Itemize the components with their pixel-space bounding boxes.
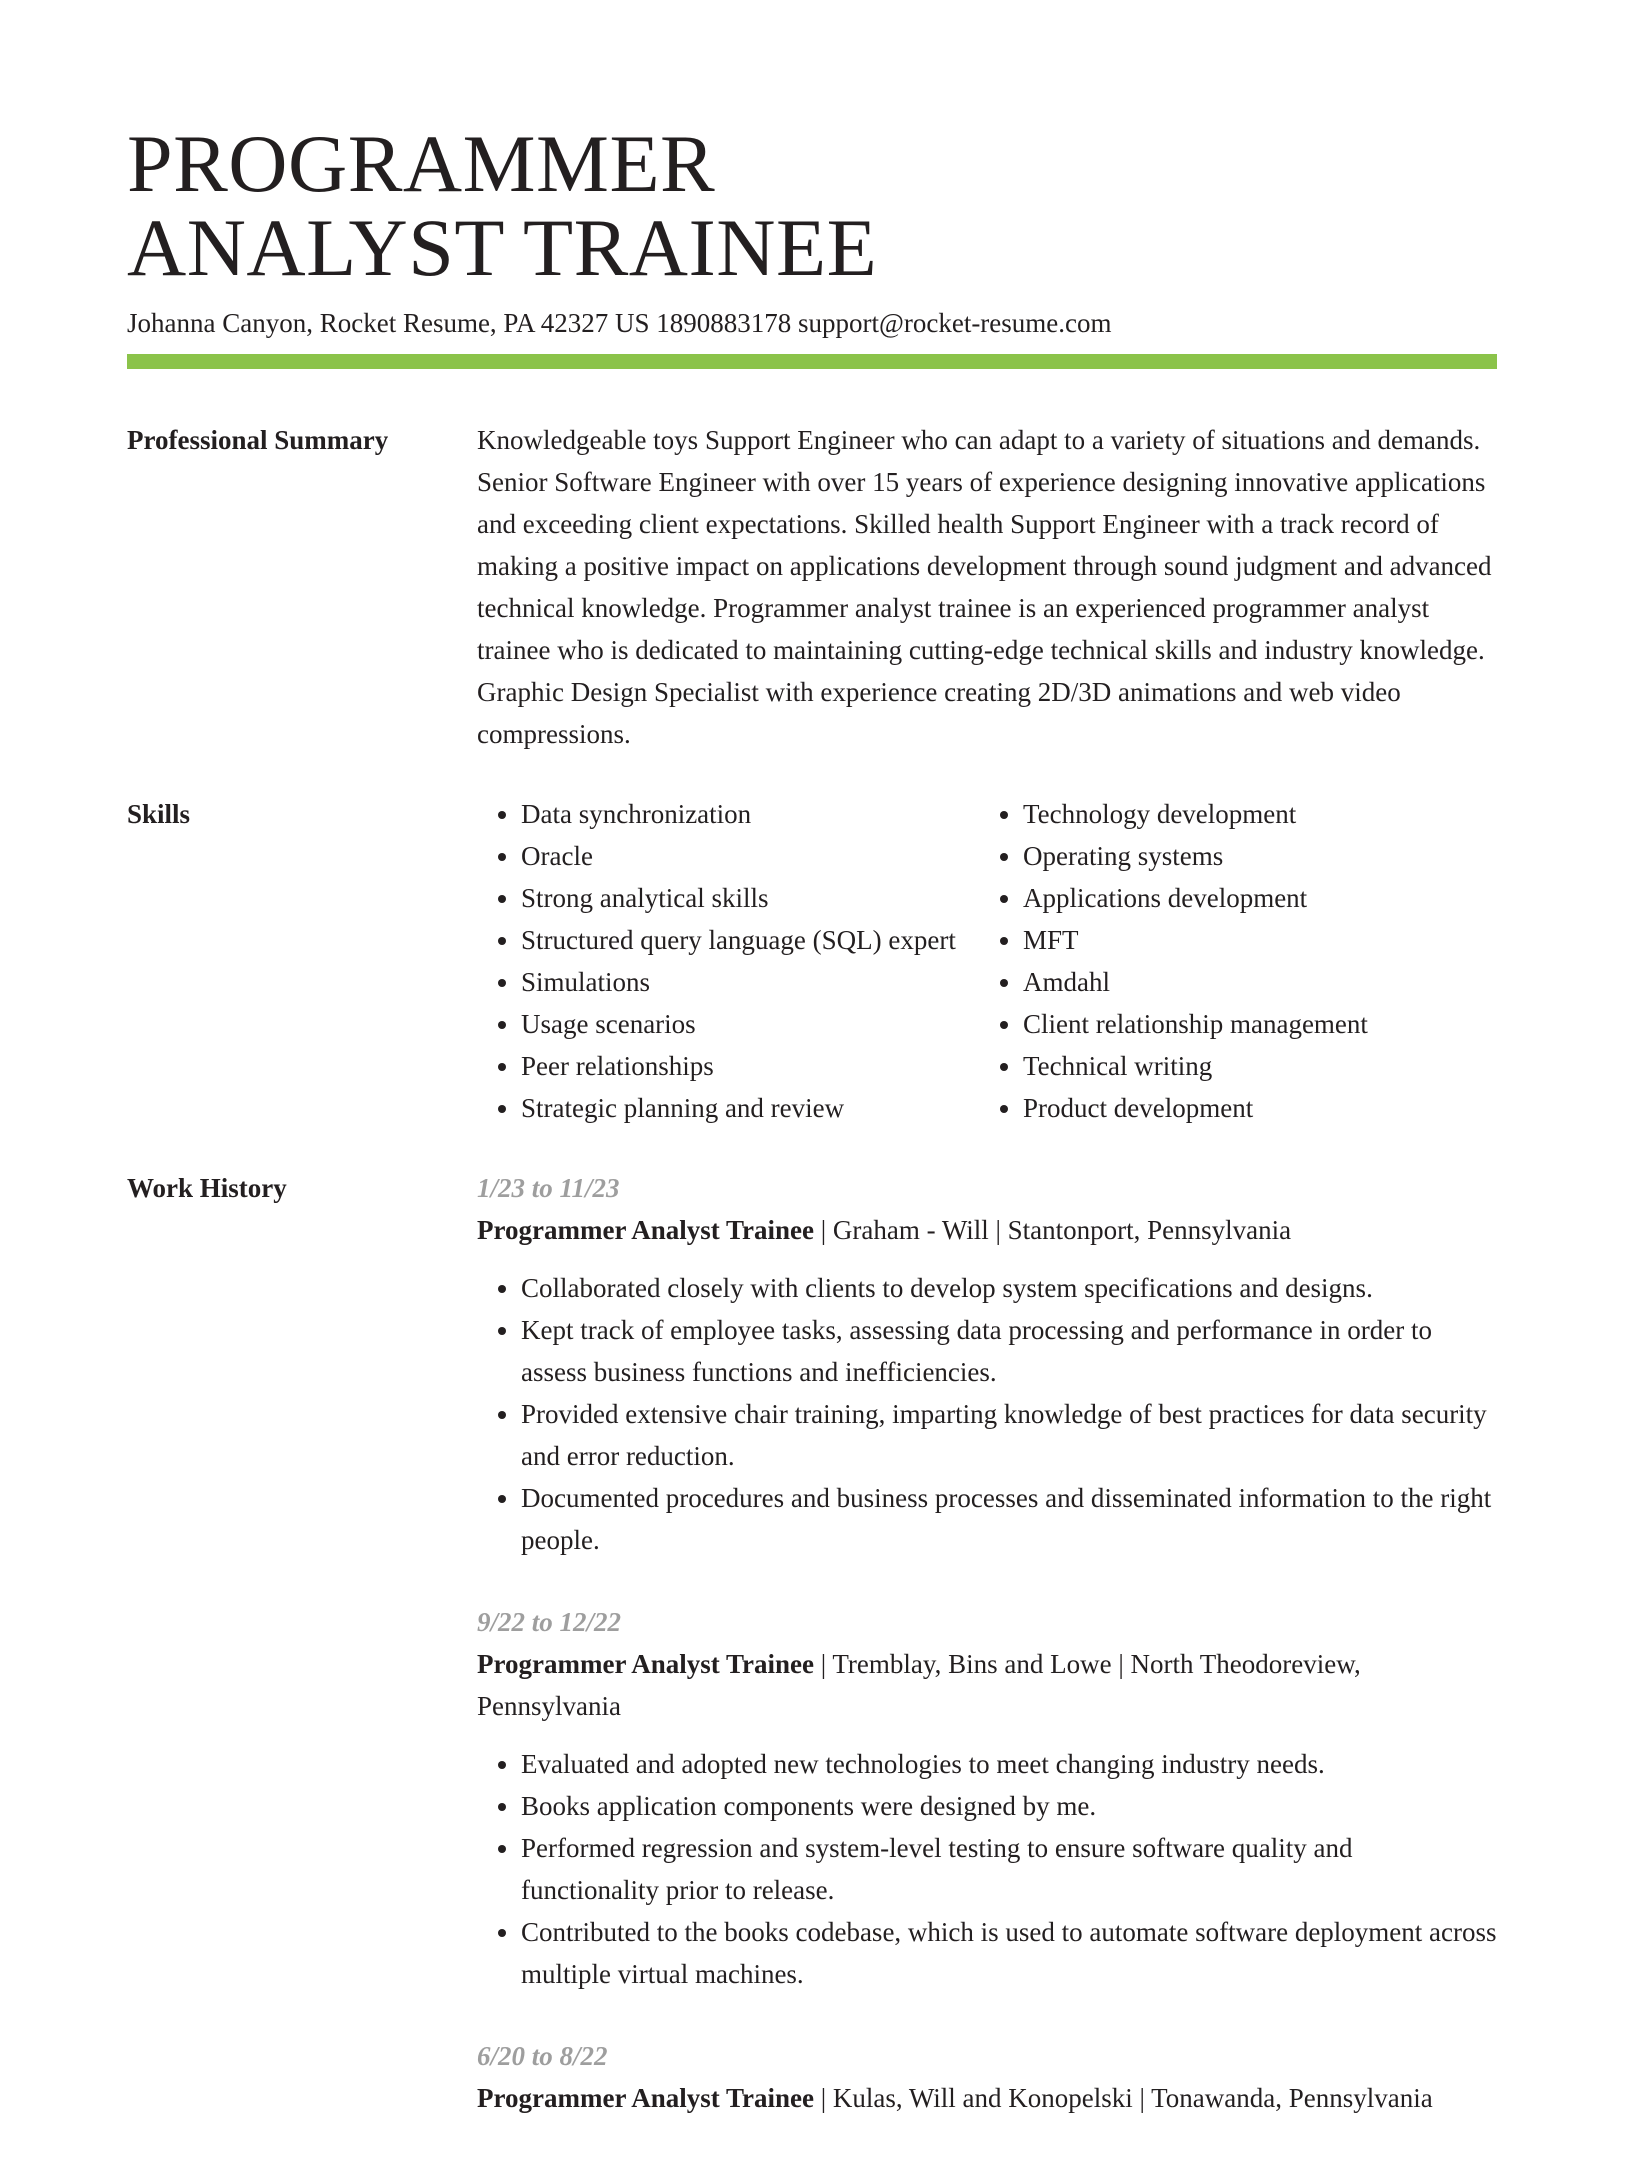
job-bullet: • Books application components were designed by me. bbox=[521, 1785, 1497, 1827]
skill-item: • Product development bbox=[1023, 1087, 1497, 1129]
job-bullets bbox=[477, 1267, 1497, 1561]
skill-item: • Client relationship management bbox=[1023, 1003, 1497, 1045]
skill-item: • Oracle bbox=[521, 835, 979, 877]
work-history-heading: Work History bbox=[127, 1173, 287, 1203]
summary-section bbox=[127, 419, 1497, 755]
job-bullet: • Documented procedures and business processes and disseminated information to the right people. bbox=[521, 1477, 1497, 1561]
job-header bbox=[477, 1643, 1497, 1727]
job-title: Programmer Analyst Trainee bbox=[477, 1215, 814, 1245]
skills-body bbox=[477, 793, 1497, 1129]
skill-item: • Structured query language (SQL) expert bbox=[521, 919, 979, 961]
work-history-section bbox=[127, 1167, 1497, 2159]
job-dates: 6/20 to 8/22 bbox=[477, 2041, 608, 2071]
job-details: | Graham - Will | Stantonport, Pennsylvania bbox=[813, 1215, 1292, 1245]
job-header bbox=[477, 2077, 1497, 2119]
skill-item: • Simulations bbox=[521, 961, 979, 1003]
skill-item: • Strong analytical skills bbox=[521, 877, 979, 919]
skills-list-left bbox=[477, 793, 979, 1129]
job-bullets bbox=[477, 1743, 1497, 1995]
summary-text: Knowledgeable toys Support Engineer who can adapt to a variety of situations and demands. Senior Software Engineer with over 15 years of experience designing innovative applications and exceeding client expectations. Skilled health Support Engineer with a track record of making a positive impact on applications development through sound judgment and advanced technical knowledge. Programmer analyst trainee is an experienced programmer analyst trainee who is dedicated to maintaining cutting-edge technical skills and industry knowledge. Graphic Design Specialist with experience creating 2D/3D animations and web video compressions. bbox=[477, 425, 1492, 749]
job-bullet: • Evaluated and adopted new technologies to meet changing industry needs. bbox=[521, 1743, 1497, 1785]
skills-list-right bbox=[979, 793, 1497, 1129]
job-details: | Tremblay, Bins and Lowe | North Theodoreview, Pennsylvania bbox=[477, 1649, 1361, 1721]
skill-item: • Technical writing bbox=[1023, 1045, 1497, 1087]
job-entry bbox=[477, 1601, 1497, 1995]
work-history-body bbox=[477, 1167, 1497, 2159]
skills-heading: Skills bbox=[127, 799, 191, 829]
summary-body bbox=[477, 419, 1497, 755]
skill-item: • Technology development bbox=[1023, 793, 1497, 835]
skill-item: • Operating systems bbox=[1023, 835, 1497, 877]
job-details: | Kulas, Will and Konopelski | Tonawanda, Pennsylvania bbox=[813, 2083, 1433, 2113]
skill-item: • Amdahl bbox=[1023, 961, 1497, 1003]
job-bullet: • Collaborated closely with clients to develop system specifications and designs. bbox=[521, 1267, 1497, 1309]
title-line-1: PROGRAMMER bbox=[127, 118, 716, 209]
resume-page bbox=[127, 118, 1497, 2159]
job-bullet: • Contributed to the books codebase, which is used to automate software deployment across multiple virtual machines. bbox=[521, 1911, 1497, 1995]
job-dates: 9/22 to 12/22 bbox=[477, 1607, 622, 1637]
job-entry bbox=[477, 1167, 1497, 1561]
skill-item: • Usage scenarios bbox=[521, 1003, 979, 1045]
job-entry bbox=[477, 2035, 1497, 2119]
accent-divider bbox=[127, 354, 1497, 369]
job-bullet: • Provided extensive chair training, imparting knowledge of best practices for data security and error reduction. bbox=[521, 1393, 1497, 1477]
job-bullet: • Performed regression and system-level testing to ensure software quality and functionality prior to release. bbox=[521, 1827, 1497, 1911]
resume-title bbox=[127, 118, 1497, 293]
skill-item: • Data synchronization bbox=[521, 793, 979, 835]
skill-item: • Strategic planning and review bbox=[521, 1087, 979, 1129]
job-header bbox=[477, 1209, 1497, 1251]
job-dates: 1/23 to 11/23 bbox=[477, 1173, 620, 1203]
job-bullet: • Kept track of employee tasks, assessing data processing and performance in order to assess business functions and inefficiencies. bbox=[521, 1309, 1497, 1393]
skills-section bbox=[127, 793, 1497, 1129]
skill-item: • Peer relationships bbox=[521, 1045, 979, 1087]
skill-item: • MFT bbox=[1023, 919, 1497, 961]
title-line-2: ANALYST TRAINEE bbox=[127, 202, 878, 293]
job-title: Programmer Analyst Trainee bbox=[477, 2083, 814, 2113]
summary-heading: Professional Summary bbox=[127, 425, 389, 455]
contact-info: Johanna Canyon, Rocket Resume, PA 42327 US 1890883178 support@rocket-resume.com bbox=[127, 308, 1112, 338]
skill-item: • Applications development bbox=[1023, 877, 1497, 919]
job-title: Programmer Analyst Trainee bbox=[477, 1649, 814, 1679]
